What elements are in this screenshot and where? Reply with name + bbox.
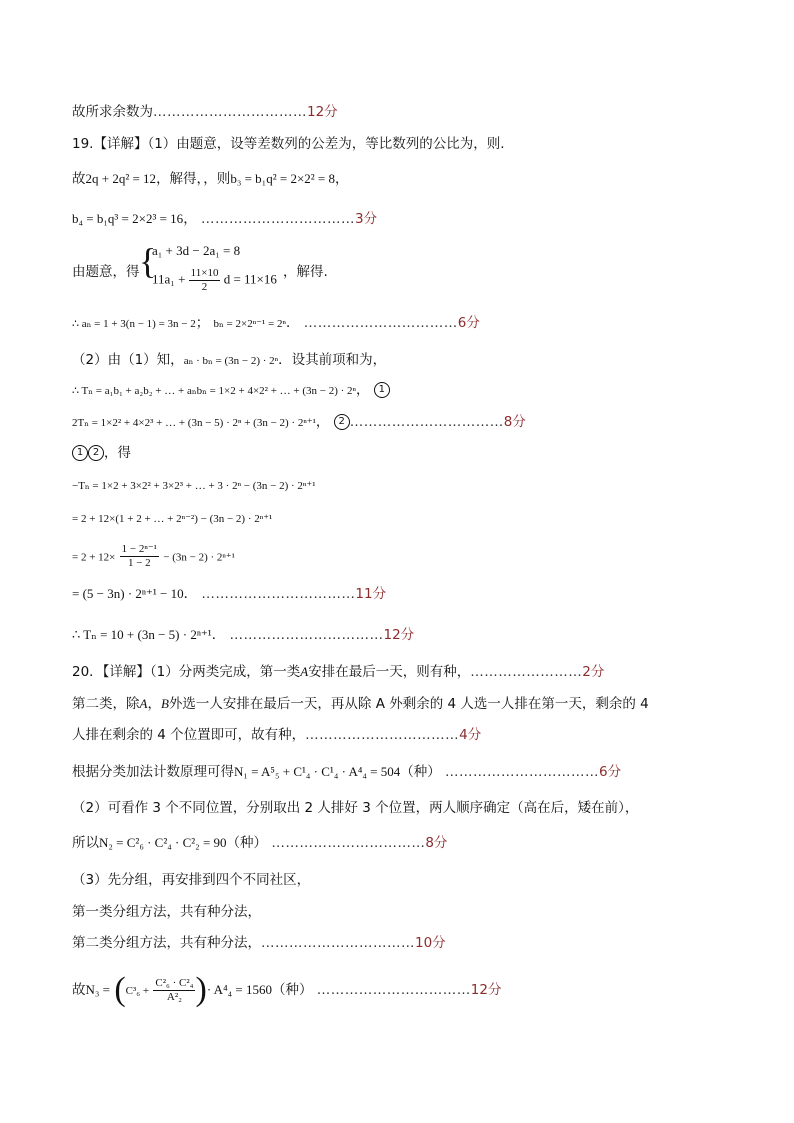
leader-dots: …………………………… [316, 982, 471, 998]
leader-dots: …………………………… [305, 727, 460, 743]
line-text: ， [356, 382, 370, 398]
line-2tn-sum [72, 413, 526, 432]
line-solve-q [72, 170, 349, 188]
line-text: ，解得. [283, 264, 328, 280]
score-label: 4分 [459, 727, 482, 743]
math-expression: − (3n − 2) · 2ⁿ⁺¹ [163, 551, 235, 564]
leader-dots: …………………………… [303, 315, 458, 331]
score-label: 6分 [457, 315, 480, 331]
score-label: 2分 [582, 664, 605, 680]
leader-dots: …………………………… [201, 586, 356, 602]
fraction-numerator: C²₆ · C²₄ [155, 976, 194, 989]
line-second-category [72, 695, 649, 713]
score-label: 8分 [425, 835, 448, 851]
math-expression: ∴ Tₙ = a₁b₁ + a₂b₂ + … + aₙbₙ = 1×2 + 4×2² + … + (3n − 2) · 2ⁿ [72, 385, 357, 397]
fraction-denominator: 1 − 2 [127, 557, 151, 569]
line-text: ， [315, 414, 330, 430]
fraction [120, 543, 159, 570]
fraction-denominator: 2 [201, 281, 208, 293]
line-text: 故所求余数为 [72, 104, 153, 120]
line-text: （种） [271, 982, 313, 998]
line-text: 所以 [72, 835, 99, 851]
line-text: ． [211, 627, 226, 643]
line-text: 故 [72, 171, 86, 187]
math-expression: ∴ aₙ = 1 + 3(n − 1) = 3n − 2 [72, 318, 196, 330]
right-paren: ) [195, 971, 207, 1008]
math-variable: A [139, 696, 148, 711]
line-text: 故 [72, 982, 86, 998]
fraction [153, 977, 195, 1004]
math-variable: A [300, 664, 309, 679]
circled-number-1: 1 [72, 445, 88, 461]
line-n2 [72, 834, 447, 852]
math-expression: 2q + 2q² = 12 [85, 171, 157, 186]
leader-dots: …………………… [470, 664, 583, 680]
line-text: ． [183, 586, 198, 602]
line-text: ，得 [104, 445, 131, 461]
line-text: （种） [400, 764, 441, 780]
line-subtract [72, 444, 131, 462]
line-text: （种） [226, 835, 268, 851]
line-part3-intro [72, 871, 310, 889]
math-expression: ∴ Tₙ = 10 + (3n − 5) · 2ⁿ⁺¹ [72, 627, 212, 642]
math-expression: −Tₙ = 1×2 + 3×2² + 3×2³ + … + 3 · 2ⁿ − (3n − 2) · 2ⁿ⁺¹ [72, 480, 316, 492]
line-text: 20．【详解】（1）分两类完成，第一类 [72, 664, 301, 680]
line-text: ， [335, 171, 349, 187]
line-fraction-form [72, 543, 235, 570]
system-row-2 [152, 267, 277, 294]
math-expression: a₁ + 3d − 2a₁ = 8 [152, 243, 241, 258]
leader-dots: …………………………… [445, 764, 600, 780]
math-expression: = (5 − 3n) · 2ⁿ⁺¹ − 10 [72, 586, 184, 601]
math-expression: b₃ = b₁q² = 2×2² = 8 [230, 171, 335, 186]
line-text: 由题意，得 [72, 264, 140, 280]
math-expression: b₄ = b₁q³ = 2×2³ = 16 [72, 211, 184, 226]
line-part2-text [72, 799, 638, 817]
line-an-bn [72, 314, 480, 333]
line-part2-intro [72, 351, 386, 370]
fraction-numerator: 11×10 [190, 267, 219, 279]
line-n3 [72, 972, 501, 1009]
line-text: 人排在剩余的 4 个位置即可，故有种， [72, 727, 306, 743]
math-expression: aₙ · bₙ = (3n − 2) · 2ⁿ [183, 355, 279, 367]
question-19-heading [72, 135, 505, 153]
line-text: ； [195, 315, 210, 331]
system-row-1 [152, 243, 240, 259]
line-text: 安排在最后一天，则有种， [308, 664, 471, 680]
line-text: ，解得，，则 [156, 171, 231, 187]
circled-number-1: 1 [374, 382, 390, 398]
circled-number-2: 2 [88, 445, 104, 461]
leader-dots: …………………………… [271, 835, 426, 851]
score-label: 12分 [383, 627, 415, 643]
line-text: 外选一人安排在最后一天，再从除 A 外剩余的 4 人选一人排在第一天，剩余的 4 [168, 696, 649, 712]
line-text: 第二类分组方法，共有种分法， [72, 935, 261, 951]
fraction-numerator: 1 − 2ⁿ⁻¹ [121, 543, 157, 555]
system-brace: { [139, 241, 157, 281]
line-text: ， [147, 696, 161, 712]
line-text: （2）可看作 3 个不同位置，分别取出 2 人排好 3 个位置，两人顺序确定（高在后，矮在前）， [72, 800, 639, 816]
line-system-post [283, 263, 328, 281]
score-label: 12分 [470, 982, 502, 998]
score-label: 8分 [503, 414, 526, 430]
line-text: （2）由（1）知， [72, 352, 184, 368]
math-expression: 2Tₙ = 1×2² + 4×2³ + … + (3n − 5) · 2ⁿ + (3n − 2) · 2ⁿ⁺¹ [72, 417, 316, 429]
score-label: 11分 [355, 586, 387, 602]
line-text: ， [183, 211, 197, 227]
line-second-category-cont [72, 726, 481, 744]
line-text: ． [285, 315, 300, 331]
math-variable: B [160, 696, 169, 711]
line-tn-final [72, 626, 414, 644]
math-expression: N₂ = C²₆ · C²₄ · C²₂ = 90 [99, 835, 227, 850]
line-simplified [72, 585, 386, 603]
line-b4 [72, 210, 377, 228]
leader-dots: …………………………… [200, 211, 355, 227]
math-expression: bₙ = 2×2ⁿ⁻¹ = 2ⁿ [213, 318, 286, 330]
line-first-grouping [72, 903, 261, 921]
leader-dots: …………………………… [153, 104, 307, 120]
math-expression: = 2 + 12× [72, 551, 116, 564]
line-second-grouping [72, 934, 446, 952]
leader-dots: …………………………… [261, 935, 415, 951]
leader-dots: …………………………… [349, 414, 504, 430]
fraction [189, 267, 221, 294]
math-expression: = 2 + 12×(1 + 2 + … + 2ⁿ⁻²) − (3n − 2) · 2ⁿ⁺¹ [72, 513, 273, 525]
leader-dots: …………………………… [229, 627, 384, 643]
line-text: ．设其前项和为， [278, 352, 387, 368]
fraction-denominator: A²₂ [166, 990, 182, 1003]
line-text: 根据分类加法计数原理可得 [72, 764, 234, 780]
line-text: 第二类，除 [72, 696, 140, 712]
line-geometric-sum [72, 509, 272, 528]
circled-number-2: 2 [334, 414, 350, 430]
line-text: 19.【详解】（1）由题意，设等差数列的公差为，等比数列的公比为，则. [72, 136, 505, 152]
question-20-heading [72, 663, 604, 681]
math-expression: · A⁴₄ = 1560 [206, 982, 272, 997]
line-system-intro [72, 263, 140, 281]
score-label: 10分 [415, 935, 446, 951]
math-expression: d = 11×16 [223, 271, 277, 287]
line-n1 [72, 763, 621, 781]
score-label: 6分 [599, 764, 622, 780]
math-expression: 11a₁ + [152, 271, 186, 287]
line-text: （3）先分组，再安排到四个不同社区， [72, 872, 311, 888]
line-neg-tn [72, 476, 316, 495]
math-expression: C³₆ + [125, 985, 150, 997]
math-expression: N₃ = [85, 982, 111, 997]
score-label: 12分 [307, 104, 338, 120]
score-label: 3分 [354, 211, 378, 227]
line-remainder-answer [72, 103, 338, 121]
math-expression: N₁ = A⁵₅ + C¹₄ · C¹₄ · A⁴₄ = 504 [234, 764, 401, 779]
line-text: 第一类分组方法，共有种分法， [72, 904, 261, 920]
left-paren: ( [114, 971, 126, 1008]
line-tn-sum [72, 381, 390, 400]
